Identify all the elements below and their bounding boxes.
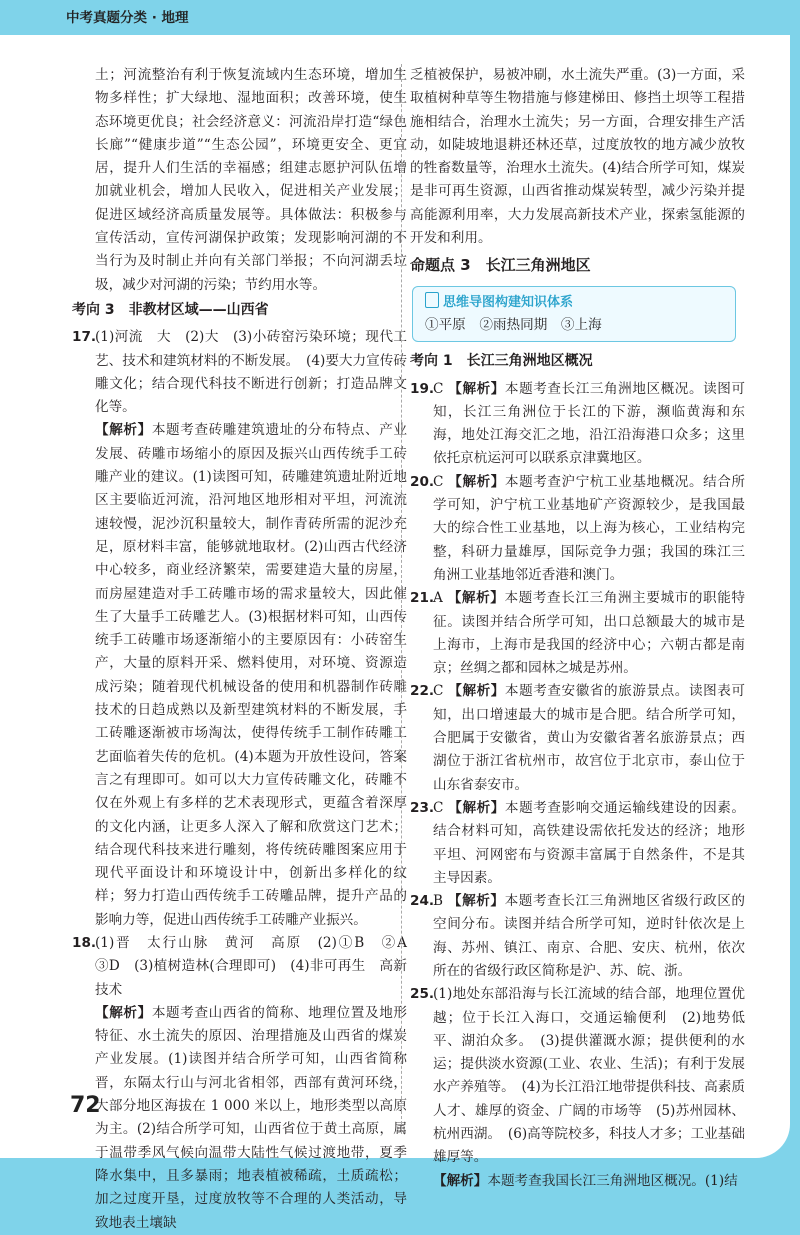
mind-map-title: 思维导图构建知识体系 [425,291,725,314]
question-24: 24.B 【解析】本题考查长江三角洲地区省级行政区的空间分布。读图并结合所学可知，逆时针依次是上海、苏州、镇江、南京、合肥、安庆、杭州，依次所在的省级行政区简称是沪、苏、皖、浙。 [410,890,745,983]
notebook-icon [425,292,439,308]
question-number: 20. [410,473,435,490]
question-number: 22. [410,683,435,700]
question-number: 19. [410,380,435,397]
section-heading: 考向 3 非教材区域——山西省 [72,301,269,318]
question-number: 21. [410,590,435,607]
continued-answer-text: 土；河流整治有利于恢复流域内生态环境，增加生物多样性；扩大绿地、湿地面积；改善环境，使生态环境更优良；社会经济意义：河流沿岸打造“绿色长廊”“健康步道”“生态公园”，环境更安全、更宜居，提升人们生活的幸福感；组建志愿护河队伍增加就业机会，增加人民收入，促进相关产业发展；促进区域经济高质量发展等。具体做法：积极参与宣传活动，宣传河湖保护政策；发现影响河湖的不当行为及时制止并向有关部门举报；不向河湖丢垃圾，减少对河湖的污染；节约用水等。 [95,67,407,293]
analysis-tag: 【解析】 [433,1172,488,1189]
question-23: 23.C 【解析】本题考查影响交通运输线建设的因素。结合材料可知，高铁建设需依托发达的经济；地形平坦、河网密布与资源丰富属于自然条件，不是其主导因素。 [410,797,745,890]
question-number: 24. [410,893,435,910]
question-25-answer: 25.(1)地处东部沿海与长江流域的结合部，地理位置优越；位于长江入海口，交通运输便利 (2)地势低平、湖泊众多。 (3)提供灌溉水源；提供便利的水运；提供淡水资源(工业、农业、生活)；有利于发展水产养殖等。 (4)为长江沿江地带提供科技、高素质人才、雄厚的资金、广阔的市场等 (5)苏州园林、杭州西湖。 (6)高等院校多，科技人才多；工业基础雄厚等。 [410,983,745,1169]
analysis-tag: 【解析】 [95,422,152,439]
continued-analysis-text: 乏植被保护，易被冲刷，水土流失严重。(3)一方面，采取植树种草等生物措施与修建梯田、修挡土坝等工程措施相结合，治理水土流失；另一方面，合理安排生产活动，如陡坡地退耕还林还草，过度放牧的地方减少放牧的牲畜数量等，治理水土流失。(4)结合所学可知，煤炭是非可再生资源，山西省推动煤炭转型，减少污染并提高能源利用率，大力发展高新技术产业，探索氢能源的开发和利用。 [410,67,745,247]
right-column [410,64,745,1193]
question-22: 22.C 【解析】本题考查安徽省的旅游景点。读图表可知，出口增速最大的城市是合肥。结合所学可知，合肥属于安徽省，黄山为安徽省著名旅游景点；西湖位于浙江省杭州市，故宫位于北京市，泰山位于山东省泰安市。 [410,680,745,796]
question-20: 20.C 【解析】本题考查沪宁杭工业基地概况。结合所学可知，沪宁杭工业基地矿产资源较少，是我国最大的综合性工业基地，以上海为核心，工业结构完整，科研力量雄厚，国际竞争力强；我国的珠江三角洲工业基地邻近香港和澳门。 [410,471,745,587]
question-25-analysis: 【解析】本题考查我国长江三角洲地区概况。(1)结 [433,1172,738,1189]
mind-map-answers: ①平原 ②雨热同期 ③上海 [425,316,602,333]
topic-heading: 命题点 3 长江三角洲地区 [410,256,591,275]
question-number: 25. [410,986,435,1003]
mind-map-box [412,286,736,343]
question-19: 19.C 【解析】本题考查长江三角洲地区概况。读图可知，长江三角洲位于长江的下游，濒临黄海和东海，地处江海交汇之地，沿江沿海港口众多；这里依托京杭运河可以联系京津冀地区。 [410,378,745,471]
question-number: 23. [410,799,435,816]
page-number: 72 [70,1093,101,1118]
left-column [72,64,421,1235]
question-17-analysis: 【解析】本题考查砖雕建筑遗址的分布特点、产业发展、砖雕市场缩小的原因及振兴山西传统手工砖雕产业的建议。(1)读图可知，砖雕建筑遗址附近地区主要临近河流，沿河地区地形相对平坦，河流流速较慢，泥沙沉积量较大，制作青砖所需的泥沙充足，原材料丰富，能够就地取材。(2)山西古代经济中心较多，商业经济繁荣，需要建造大量的房屋，而房屋建造对手工砖雕市场的需求量较大，因此催生了大量手工砖雕艺人。(3)根据材料可知，山西传统手工砖雕市场逐渐缩小的主要原因有：小砖窑生产，大量的原料开采、燃料使用，对环境、资源造成污染；随着现代机械设备的使用和机器制作砖雕技术的日趋成熟以及新型建筑材料的不断发展，手工砖雕逐渐被市场淘汰，使得传统手工制作砖雕工艺面临着失传的危机。(4)本题为开放性设问，答案言之有理即可。如可以大力宣传砖雕文化，砖雕不仅在外观上有多样的艺术表现形式，更蕴含着深厚的文化内涵，让更多人深入了解和欣赏这门艺术；结合现代科技来进行雕刻，将传统砖雕图案应用于现代平面设计和环境设计中，创新出多样化的纹样；努力打造山西传统手工砖雕品牌，提升产品的影响力等，促进山西传统手工砖雕产业振兴。 [95,422,408,928]
section-heading: 考向 1 长江三角洲地区概况 [410,353,593,370]
question-number: 17. [72,329,97,346]
page-header: 中考真题分类 · 地理 [66,10,189,26]
question-18-answer: 18.(1)晋 太行山脉 黄河 高原 (2)①B ②A ③D (3)植树造林(合理即可) (4)非可再生 高新技术 [72,932,407,1002]
question-17-answer: 17.(1)河流 大 (2)大 (3)小砖窑污染环境；现代工艺、技术和建筑材料的不断发展。 (4)要大力宣传砖雕文化；结合现代科技不断进行创新；打造品牌文化等。 [72,326,407,419]
analysis-tag: 【解析】 [95,1004,152,1021]
question-21: 21.A 【解析】本题考查长江三角洲主要城市的职能特征。读图并结合所学可知，出口总额最大的城市是上海市，上海市是我国的经济中心；六朝古都是南京；丝绸之都和园林之城是苏州。 [410,587,745,680]
question-18-analysis: 【解析】本题考查山西省的简称、地理位置及地形特征、水土流失的原因、治理措施及山西省的煤炭产业发展。(1)读图并结合所学可知，山西省简称晋，东隔太行山与河北省相邻，西部有黄河环绕，大部分地区海拔在 1 000 米以上，地形类型以高原为主。(2)结合所学可知，山西省位于黄土高原，属于温带季风气候向温带大陆性气候过渡地带，夏季降水集中，且多暴雨；地表植被稀疏，土质疏松；加之过度开垦，过度放牧等不合理的人类活动，导致地表土壤缺 [95,1004,408,1231]
question-number: 18. [72,934,97,951]
column-divider [401,64,402,1134]
